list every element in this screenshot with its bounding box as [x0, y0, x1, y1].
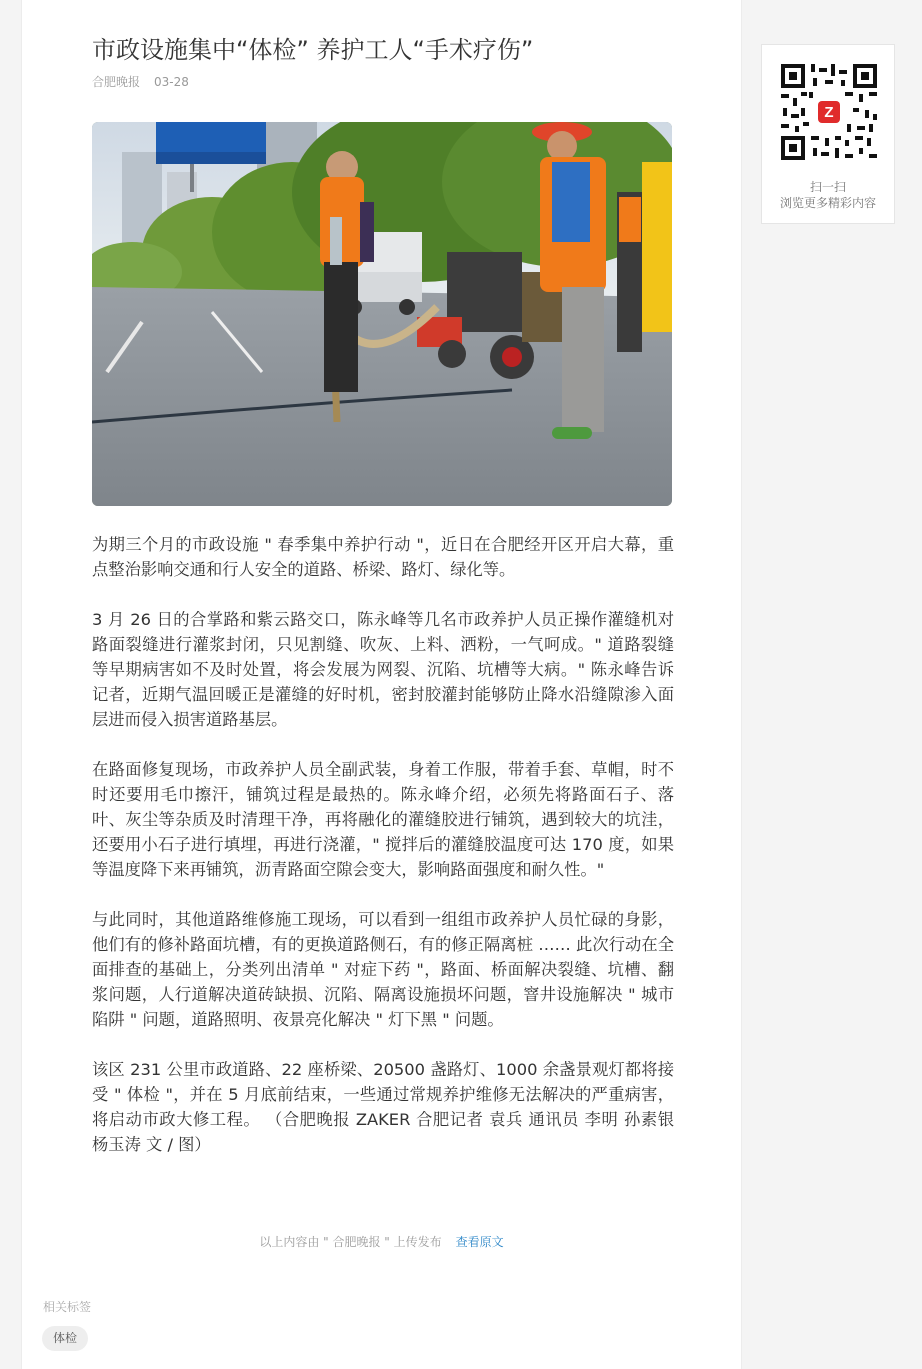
article-title: 市政设施集中“体检” 养护工人“手术疗伤”	[92, 36, 534, 64]
article-card	[21, 0, 742, 1369]
article-source[interactable]: 合肥晚报	[92, 75, 141, 89]
source-line	[22, 1234, 741, 1250]
qr-logo-letter: Z	[824, 104, 834, 121]
article-paragraph: 3 月 26 日的合掌路和紫云路交口，陈永峰等几名市政养护人员正操作灌缝机对路面裂缝进行灌浆封闭，只见割缝、吹灰、上料、洒粉，一气呵成。" 道路裂缝等早期病害如不及时处置，将会发展为网裂、沉陷、坑槽等大病。" 陈永峰告诉记者，近期气温回暖正是灌缝的好时机，密封胶灌封能够防止降水沿缝隙渗入面层进而侵入损害道路基层。	[92, 610, 674, 729]
article-photo-image	[92, 122, 672, 506]
article-paragraph: 该区 231 公里市政道路、22 座桥梁、20500 盏路灯、1000 余盏景观灯都将接受 " 体检 "，并在 5 月底前结束，一些通过常规养护维修无法解决的严重病害，将启动市政大修工程。 （合肥晚报 ZAKER 合肥记者 袁兵 通讯员 李明 孙素银 杨玉涛 文 / 图）	[92, 1060, 674, 1154]
qr-caption	[762, 179, 894, 211]
article-meta	[92, 74, 189, 90]
article-photo	[92, 122, 672, 506]
tag-chip[interactable]: 体检	[42, 1326, 88, 1351]
article-paragraph: 为期三个月的市政设施 " 春季集中养护行动 "，近日在合肥经开区开启大幕，重点整治影响交通和行人安全的道路、桥梁、路灯、绿化等。	[92, 535, 674, 579]
qr-caption-line1: 扫一扫	[809, 180, 846, 194]
article-body	[92, 532, 674, 1182]
article-date: 03-28	[154, 75, 189, 89]
article-paragraph: 与此同时，其他道路维修施工现场，可以看到一组组市政养护人员忙碌的身影，他们有的修补路面坑槽，有的更换道路侧石，有的修正隔离桩 …… 此次行动在全面排查的基础上，分类列出清单 " 对症下药 "，路面、桥面解决裂缝、坑槽、翻浆问题，人行道解决道砖缺损、沉陷、隔离设施损坏问题，窨井设施解决 " 城市陷阱 " 问题，道路照明、夜景亮化解决 " 灯下黑 " 问题。	[92, 910, 674, 1029]
related-tags-label: 相关标签	[43, 1300, 92, 1314]
view-original-link[interactable]: 查看原文	[455, 1235, 504, 1249]
qr-caption-line2: 浏览更多精彩内容	[779, 196, 876, 210]
source-note: 以上内容由 " 合肥晚报 " 上传发布	[259, 1235, 442, 1249]
qr-panel	[761, 44, 895, 224]
qr-code-icon	[779, 62, 879, 162]
article-paragraph: 在路面修复现场，市政养护人员全副武装，身着工作服，带着手套、草帽，时不时还要用毛巾擦汗，铺筑过程是最热的。陈永峰介绍，必须先将路面石子、落叶、灰尘等杂质及时清理干净，再将融化的灌缝胶进行铺筑，遇到较大的坑洼，还要用小石子进行填埋，再进行浇灌，" 搅拌后的灌缝胶温度可达 170 度，如果等温度降下来再铺筑，沥青路面空隙会变大，影响路面强度和耐久性。"	[92, 760, 674, 879]
